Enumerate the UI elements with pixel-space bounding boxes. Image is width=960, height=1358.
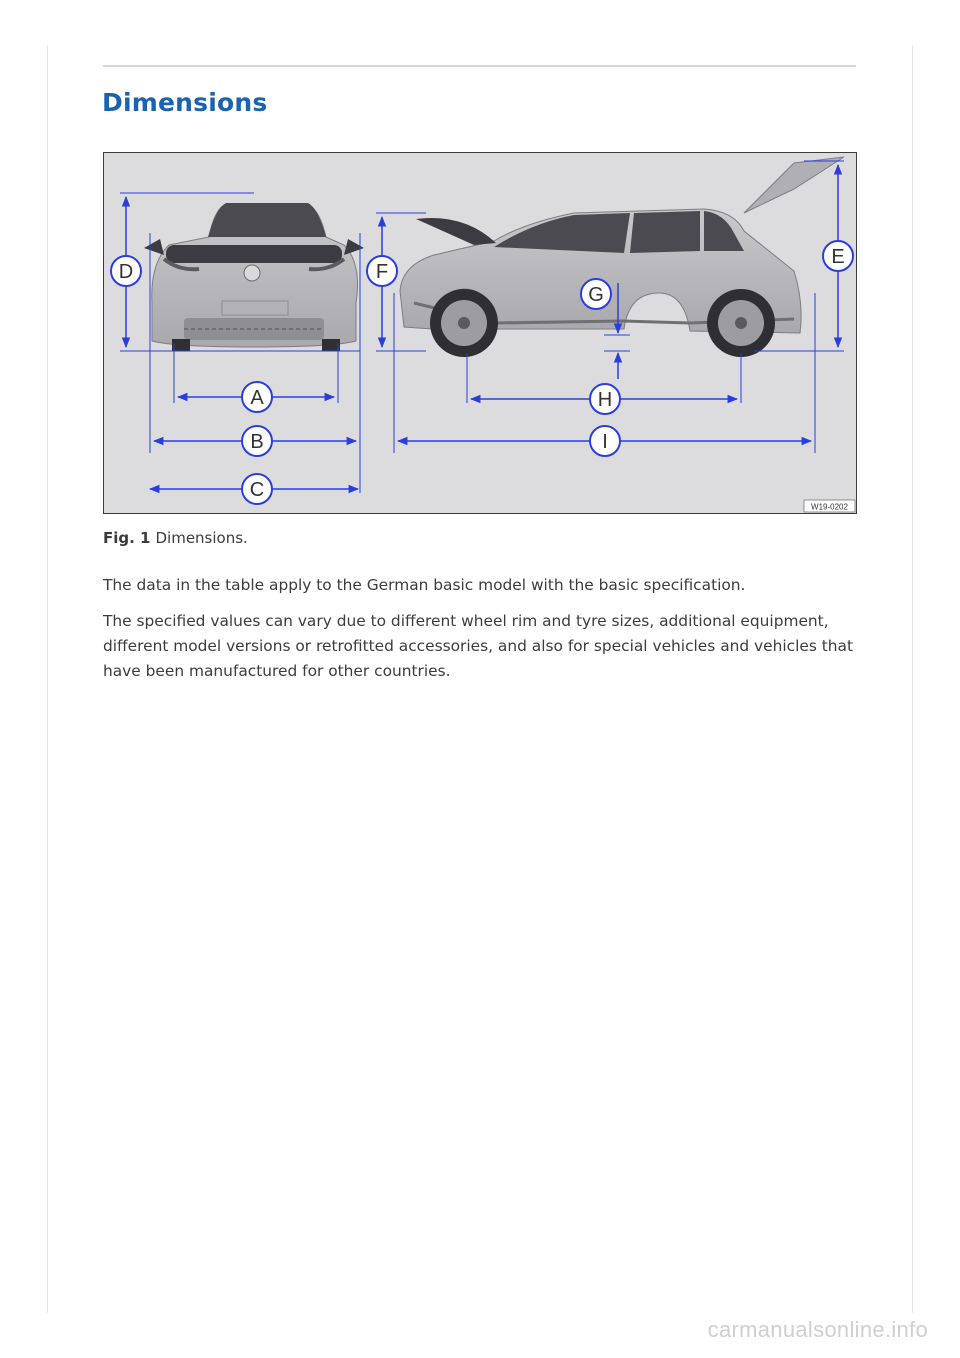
svg-text:H: H (597, 389, 613, 411)
label-b (242, 426, 272, 456)
label-a (242, 382, 272, 412)
figure-code (804, 500, 855, 512)
label-h (590, 384, 620, 414)
label-d (111, 256, 141, 286)
label-e (823, 241, 853, 271)
figure-caption-prefix: Fig. 1 (103, 529, 151, 547)
paragraph-1: The data in the table apply to the German basic model with the basic specification. (103, 576, 746, 594)
svg-text:A: A (250, 387, 264, 409)
dimensions-figure (103, 152, 857, 514)
svg-text:G: G (588, 284, 604, 306)
figure-caption-text: Dimensions. (155, 529, 248, 547)
watermark: carmanualsonline.info (707, 1317, 928, 1342)
car-front-view (144, 203, 364, 351)
svg-text:I: I (602, 431, 608, 453)
label-g (581, 279, 611, 309)
paragraph-2: The specified values can vary due to different wheel rim and tyre sizes, additional equipment, different model versions or retrofitted accessories, and also for special vehicles and vehicles that have been manufactured for other countries. (103, 612, 854, 680)
svg-text:B: B (250, 431, 264, 453)
label-c (242, 474, 272, 504)
label-i (590, 426, 620, 456)
top-rule (103, 65, 856, 67)
svg-text:C: C (249, 479, 265, 501)
label-f (367, 256, 397, 286)
svg-text:W19-0202: W19-0202 (811, 502, 848, 512)
left-margin-line (47, 45, 48, 1313)
svg-text:D: D (118, 261, 134, 283)
svg-text:E: E (831, 246, 845, 268)
page-title: Dimensions (102, 88, 268, 117)
right-margin-line (912, 45, 913, 1313)
svg-text:F: F (375, 261, 389, 283)
figure-caption (103, 529, 248, 547)
car-side-view (400, 157, 844, 357)
